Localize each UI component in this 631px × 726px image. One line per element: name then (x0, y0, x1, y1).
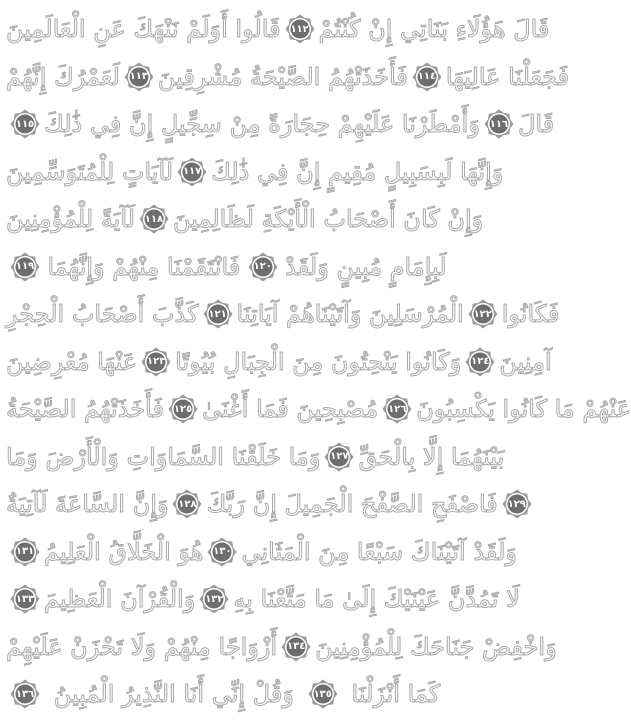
verse-text: وَالْقُرْآنَ الْعَظِيمَ (44, 585, 196, 613)
verse-text: قَالَ (517, 110, 555, 138)
text-line (6, 244, 450, 290)
verse-number-marker (141, 347, 171, 377)
verse-number-marker (281, 632, 311, 662)
verse-number: ١١٢ (290, 23, 309, 35)
verse-number: ١١٥ (15, 118, 35, 130)
verse-number-marker (382, 394, 412, 424)
text-line (6, 624, 557, 670)
verse-number: ١٣٠ (213, 546, 232, 557)
verse-text: فَأَخَذَتْهُمُ الصَّيْحَةُ (6, 395, 164, 423)
verse-number: ١٣٤ (287, 641, 306, 652)
verse-number-marker (10, 679, 40, 709)
text-line (6, 386, 631, 432)
verse-number-marker (484, 109, 514, 139)
verse-number: ١٢٠ (253, 261, 272, 272)
verse-text: عَنْهَا مُعْرِضِينَ (6, 347, 138, 376)
verse-number: ١٣٣ (15, 593, 35, 605)
verse-number: ١١٦ (489, 118, 509, 130)
verse-number-marker (468, 299, 498, 329)
verse-text: قَالُوا أَوَلَمْ نَنْهَكَ عَنِ الْعَالَمِينَ (6, 15, 281, 43)
verse-number-marker (502, 489, 532, 519)
verse-number: ١١٩ (15, 261, 35, 272)
verse-text: وَإِنْ كَانَ أَصْحَابُ الْأَيْكَةِ لَظَالِمِينَ (172, 205, 484, 233)
verse-number-marker (324, 442, 354, 472)
verse-number: ١٢٤ (471, 356, 490, 367)
verse-number: ١١٧ (182, 166, 202, 177)
verse-number-marker (10, 584, 40, 614)
verse-text: كَذَّبَ أَصْحَابُ الْحِجْرِ (6, 300, 199, 328)
verse-text: وَإِنَّ السَّاعَةَ لَآتِيَةٌ (6, 490, 169, 518)
verse-text: لَا تَمُدَّنَّ عَيْنَيْكَ إِلَىٰ مَا مَتَّعْنَا بِهِ (233, 585, 520, 613)
verse-text: وَمَا خَلَقْنَا السَّمَاوَاتِ وَالْأَرْضَ وَمَا (6, 442, 321, 471)
verse-number-marker (177, 157, 207, 187)
text-line (6, 671, 450, 717)
verse-number-marker (199, 584, 229, 614)
verse-number: ١٣١ (15, 546, 35, 557)
verse-text: وَإِنَّهَا لَبِسَبِيلٍ مُقِيمٍ إِنَّ فِي ذَٰلِكَ (211, 157, 504, 186)
verse-text: لَبِإِمَامٍ مُبِينٍ وَلَقَدْ (285, 252, 447, 281)
verse-number: ١٣٦ (15, 688, 35, 700)
verse-text: فَكَانُوا (501, 300, 560, 328)
verse-number: ١٢٢ (473, 308, 492, 320)
verse-number-marker (248, 252, 278, 282)
verse-text: وَكَانُوا يَنْحِتُونَ مِنَ الْجِبَالِ بُيُوتًا (175, 347, 462, 376)
verse-text: أَزْوَاجًا مِنْهُمْ وَلَا تَحْزَنْ عَلَيْهِمْ (6, 632, 278, 661)
verse-number-marker (10, 109, 40, 139)
verse-number-marker (203, 299, 233, 329)
text-line (6, 101, 555, 147)
text-line (6, 196, 484, 242)
text-line (6, 576, 520, 622)
verse-number: ١٢٣ (146, 356, 166, 367)
verse-text: وَلَقَدْ آتَيْنَاكَ سَبْعًا مِنَ الْمَثَانِي (241, 537, 517, 566)
verse-number-marker (10, 252, 40, 282)
text-line (6, 339, 552, 385)
text-line (6, 291, 560, 337)
verse-number: ١٢٩ (507, 498, 526, 510)
verse-text: فَانْتَقَمْنَا مِنْهُمْ وَإِنَّهُمَا (47, 252, 241, 281)
verse-number: ١١٤ (417, 71, 437, 82)
verse-text: فَجَعَلْنَا عَالِيَهَا (445, 62, 570, 91)
verse-number-marker (465, 347, 495, 377)
verse-text: مُصْبِحِينَ فَمَا أَغْنَىٰ (201, 395, 379, 423)
verse-text: الْمُرْسَلِينَ وَآتَيْنَاهُمْ آيَاتِنَا (236, 300, 464, 328)
text-line (6, 481, 526, 527)
verse-number: ١١٣ (129, 71, 148, 82)
verse-text: فَأَخَذَتْهُمُ الصَّيْحَةُ مُشْرِقِينَ (157, 62, 408, 91)
verse-number-marker (139, 204, 169, 234)
verse-number-marker (308, 679, 338, 709)
verse-text: لَآيَاتٍ لِلْمُتَوَسِّمِينَ (6, 157, 174, 186)
text-line (6, 434, 505, 480)
verse-text: بَيْنَهُمَا إِلَّا بِالْحَقِّ (358, 442, 505, 471)
verse-number: ١١٨ (144, 213, 164, 225)
verse-text: وَاخْفِضْ جَنَاحَكَ لِلْمُؤْمِنِينَ (315, 632, 557, 661)
verse-text: قَالَ هَؤُلَاءِ بَنَاتِي إِنْ كُنْتُمْ (318, 15, 550, 43)
verse-number-marker (124, 62, 154, 92)
verse-text: فَاصْفَحِ الصَّفْحَ الْجَمِيلَ إِنَّ رَبَّكَ (206, 490, 498, 518)
verse-text: وَقُلْ إِنِّي أَنَا النَّذِيرُ الْمُبِينُ (53, 680, 294, 708)
text-line (6, 149, 504, 195)
verse-text: لَآيَةً لِلْمُؤْمِنِينَ (6, 205, 135, 233)
verse-number: ١٢٨ (178, 498, 197, 510)
text-line (6, 529, 517, 575)
verse-number: ١٢١ (208, 308, 227, 320)
verse-number-marker (168, 394, 198, 424)
verse-text: لَعَمْرُكَ إِنَّهُمْ (6, 62, 120, 91)
verse-number-marker (285, 14, 315, 44)
verse-text: آمِنِينَ (499, 347, 552, 376)
verse-number: ١٢٦ (388, 403, 407, 415)
verse-number-marker (10, 537, 40, 567)
verse-number: ١٢٧ (330, 451, 349, 462)
verse-text: هُوَ الْخَلَّاقُ الْعَلِيمُ (44, 537, 204, 566)
verse-text: وَأَمْطَرْنَا عَلَيْهِمْ حِجَارَةً مِنْ سِجِّيلٍ إِنَّ فِي ذَٰلِكَ (44, 110, 480, 138)
verse-number-marker (172, 489, 202, 519)
text-line (6, 6, 550, 52)
verse-number: ١٢٥ (173, 403, 193, 415)
verse-number: ١٣٥ (313, 688, 332, 700)
verse-number-marker (412, 62, 442, 92)
text-line (6, 54, 570, 100)
verse-number-marker (207, 537, 237, 567)
verse-text: كَمَا أَنْزَلْنَا (351, 680, 441, 708)
verse-text: عَنْهُمْ مَا كَانُوا يَكْسِبُونَ (416, 395, 631, 423)
verse-number: ١٣٢ (205, 593, 224, 605)
